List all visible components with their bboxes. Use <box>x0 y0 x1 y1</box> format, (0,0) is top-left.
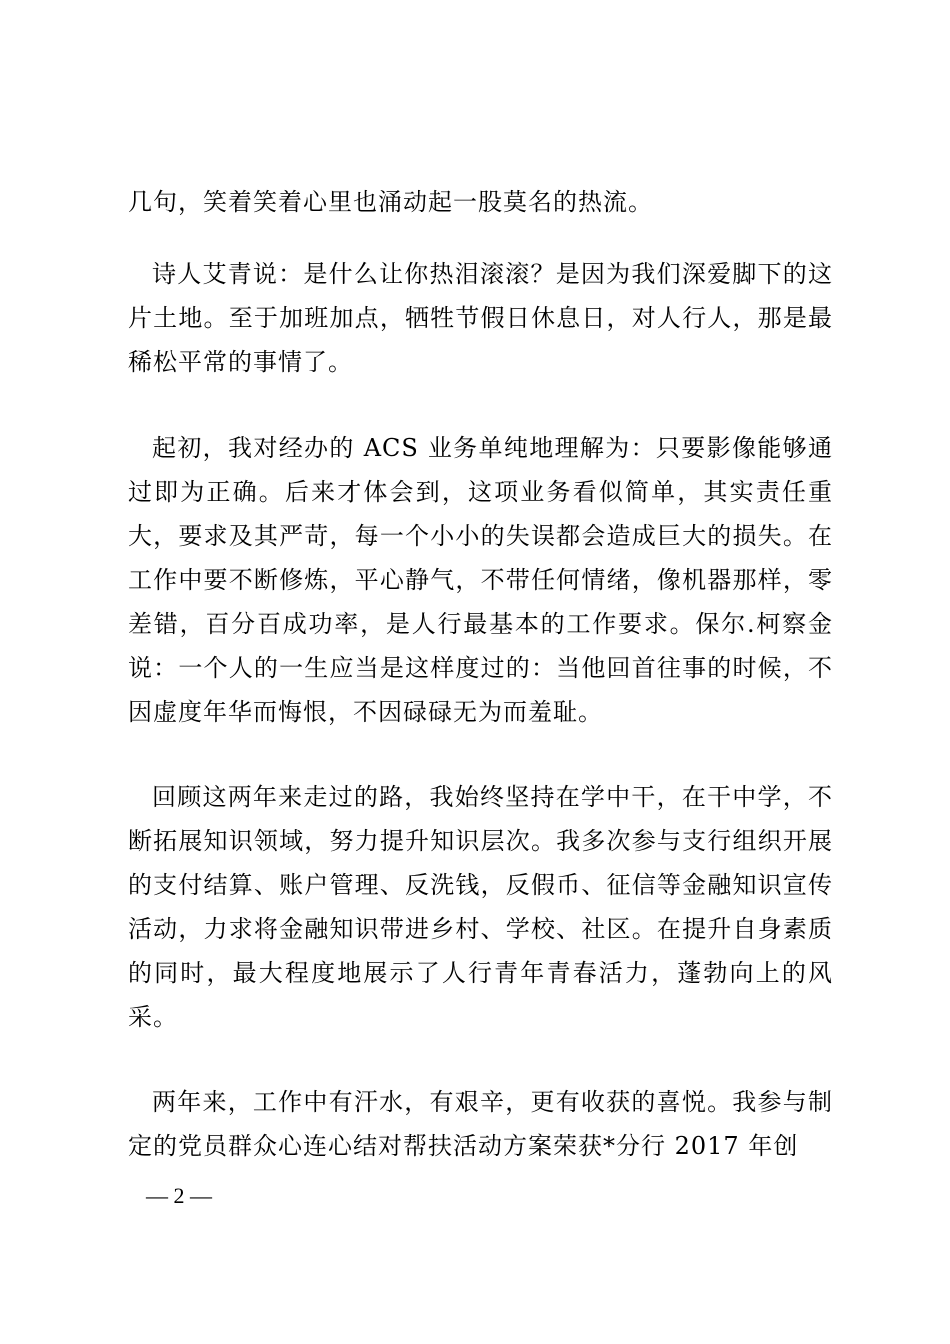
paragraph-continuation: 几句，笑着笑着心里也涌动起一股莫名的热流。 <box>128 188 653 216</box>
paragraph-acs-business: 起初，我对经办的 ACS 业务单纯地理解为：只要影像能够通过即为正确。后来才体会到，这项业务看似简单，其实责任重大，要求及其严苛，每一个小小的失误都会造成巨大的损失。在工作中要不断修炼，平心静气，不带任何情绪，像机器那样，零差错，百分百成功率，是人行最基本的工作要求。保尔.柯察金说：一个人的一生应当是这样度过的：当他回首往事的时候，不因虚度年华而悔恨，不因碌碌无为而羞耻。 <box>128 434 833 726</box>
paragraph-review-two-years: 回顾这两年来走过的路，我始终坚持在学中干，在干中学，不断拓展知识领域，努力提升知识层次。我多次参与支行组织开展的支付结算、账户管理、反洗钱，反假币、征信等金融知识宣传活动，力求将金融知识带进乡村、学校、社区。在提升自身素质的同时，最大程度地展示了人行青年青春活力，蓬勃向上的风采。 <box>128 783 833 1031</box>
paragraph-poet-quote: 诗人艾青说：是什么让你热泪滚滚？是因为我们深爱脚下的这片土地。至于加班加点，牺牲节假日休息日，对人行人，那是最稀松平常的事情了。 <box>128 260 833 376</box>
page-number: — 2 — <box>146 1183 212 1208</box>
paragraph-achievements: 两年来，工作中有汗水，有艰辛，更有收获的喜悦。我参与制定的党员群众心连心结对帮扶活动方案荣获*分行 2017 年创 <box>128 1088 833 1160</box>
